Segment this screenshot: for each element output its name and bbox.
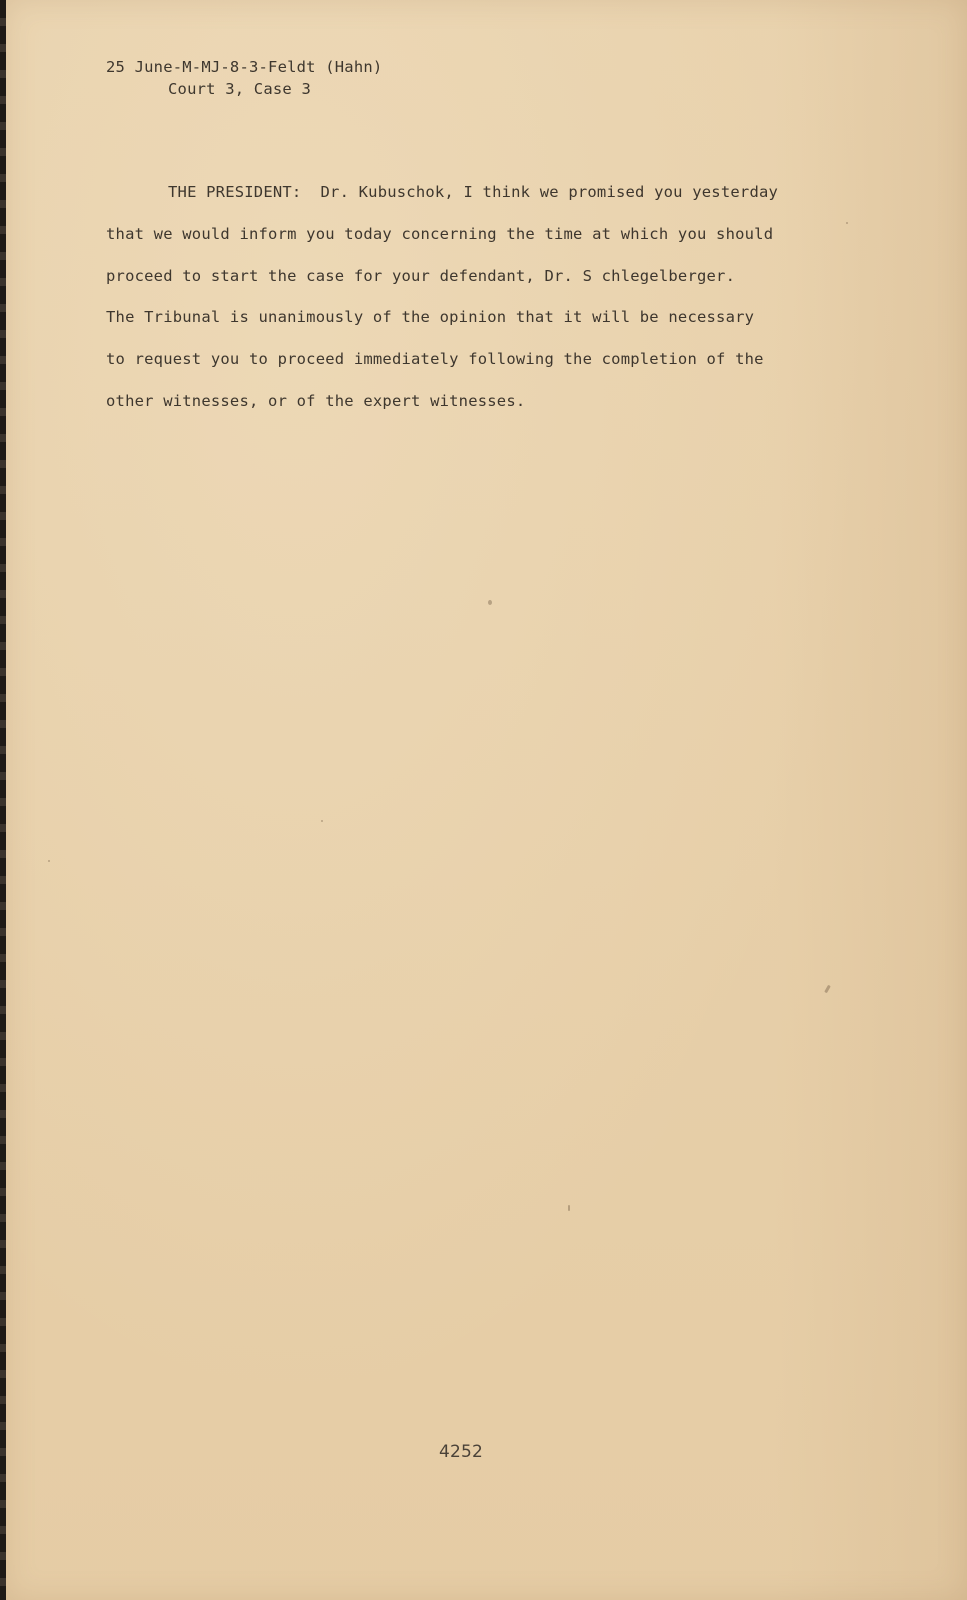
paper-speck — [824, 985, 831, 993]
body-line: that we would inform you today concerning the time at which you should — [106, 225, 774, 243]
page-number: 4252 — [439, 1442, 484, 1462]
paper-speck — [321, 820, 323, 822]
paper-speck — [48, 860, 50, 862]
document-page — [6, 0, 967, 1600]
paper-speck — [568, 1205, 570, 1211]
body-line: The Tribunal is unanimously of the opinion that it will be necessary — [106, 308, 755, 326]
header-court-case: Court 3, Case 3 — [168, 80, 311, 98]
paper-speck — [488, 600, 492, 605]
body-line: other witnesses, or of the expert witnesses. — [106, 392, 526, 410]
paper-speck — [846, 222, 848, 224]
body-line: THE PRESIDENT: Dr. Kubuschok, I think we promised you yesterday — [168, 183, 779, 201]
body-line: to request you to proceed immediately following the completion of the — [106, 350, 764, 368]
body-line: proceed to start the case for your defendant, Dr. S chlegelberger. — [106, 267, 736, 285]
header-reference: 25 June-M-MJ-8-3-Feldt (Hahn) — [106, 58, 383, 76]
